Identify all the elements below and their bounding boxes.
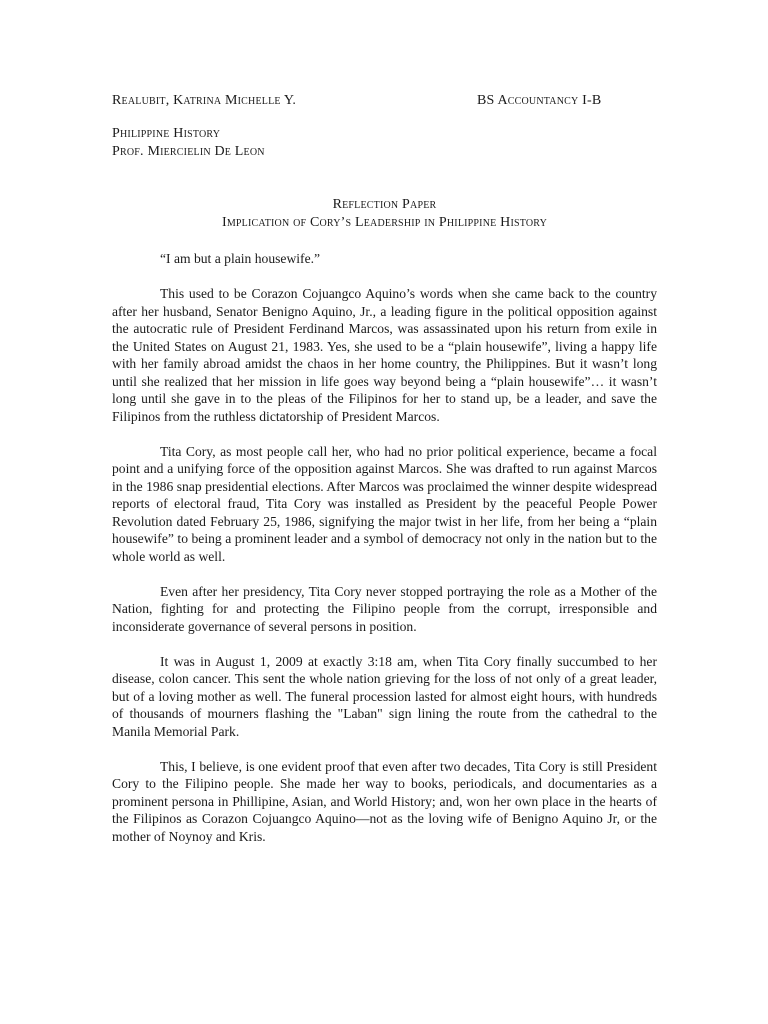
course-section: BS Accountancy I-B — [477, 93, 602, 108]
opening-quote: “I am but a plain housewife.” — [160, 251, 321, 266]
paragraph: This used to be Corazon Cojuangco Aquino’s words when she came back to the country after her husband, Senator Benigno Aquino, Jr., a leading figure in the political opposition against the autocratic rule of President Ferdinand Marcos, was assassinated upon his return from exile in the United States on August 21, 1983. Yes, she used to be a “plain housewife”, living a happy life with her family abroad amidst the chaos in her home country, the Philippines. But it wasn’t long until she realized that her mission in life goes way beyond being a “plain housewife”… it wasn’t long until she gave in to the pleas of the Filipinos for her to stand up, be a leader, and save the Filipinos from the ruthless dictatorship of President Marcos. — [112, 286, 657, 424]
paragraph: It was in August 1, 2009 at exactly 3:18 am, when Tita Cory finally succumbed to her disease, colon cancer. This sent the whole nation grieving for the loss of not only of a great leader, but of a loving mother as well. The funeral procession lasted for almost eight hours, with hundreds of thousands of mourners flashing the "Laban" sign lining the route from the cathedral to the Manila Memorial Park. — [112, 653, 657, 739]
paper-subtitle: Implication of Cory’s Leadership in Philippine History — [221, 215, 548, 230]
subject-line: Philippine History — [112, 126, 221, 141]
paragraph: This, I believe, is one evident proof that even after two decades, Tita Cory is still President Cory to the Filipino people. She made her way to books, periodicals, and documentaries as a prominent persona in Phillipine, Asian, and World History; and, won her own place in the hearts of the Filipinos as Corazon Cojuangco Aquino—not as the loving wife of Benigno Aquino Jr, or the mother of Noynoy and Kris. — [112, 758, 657, 844]
author-name: Realubit, Katrina Michelle Y. — [112, 93, 297, 108]
paper-title: Reflection Paper — [332, 197, 437, 212]
body-text — [112, 250, 657, 863]
professor-line: Prof. Miercielin De Leon — [112, 144, 265, 159]
header-row — [112, 93, 652, 111]
paragraph: Even after her presidency, Tita Cory never stopped portraying the role as a Mother of the Nation, fighting for and protecting the Filipino people from the corrupt, irresponsible and inconsiderate governance of several persons in position. — [112, 583, 657, 634]
paragraph: Tita Cory, as most people call her, who had no prior political experience, became a focal point and a unifying force of the opposition against Marcos. She was drafted to run against Marcos in the 1986 snap presidential elections. After Marcos was proclaimed the winner despite widespread reports of electoral fraud, Tita Cory was installed as President by the peaceful People Power Revolution dated February 25, 1986, signifying the major twist in her life, from her being a “plain housewife” to being a prominent leader and a symbol of democracy not only in the nation but to the whole world as well. — [112, 443, 657, 564]
